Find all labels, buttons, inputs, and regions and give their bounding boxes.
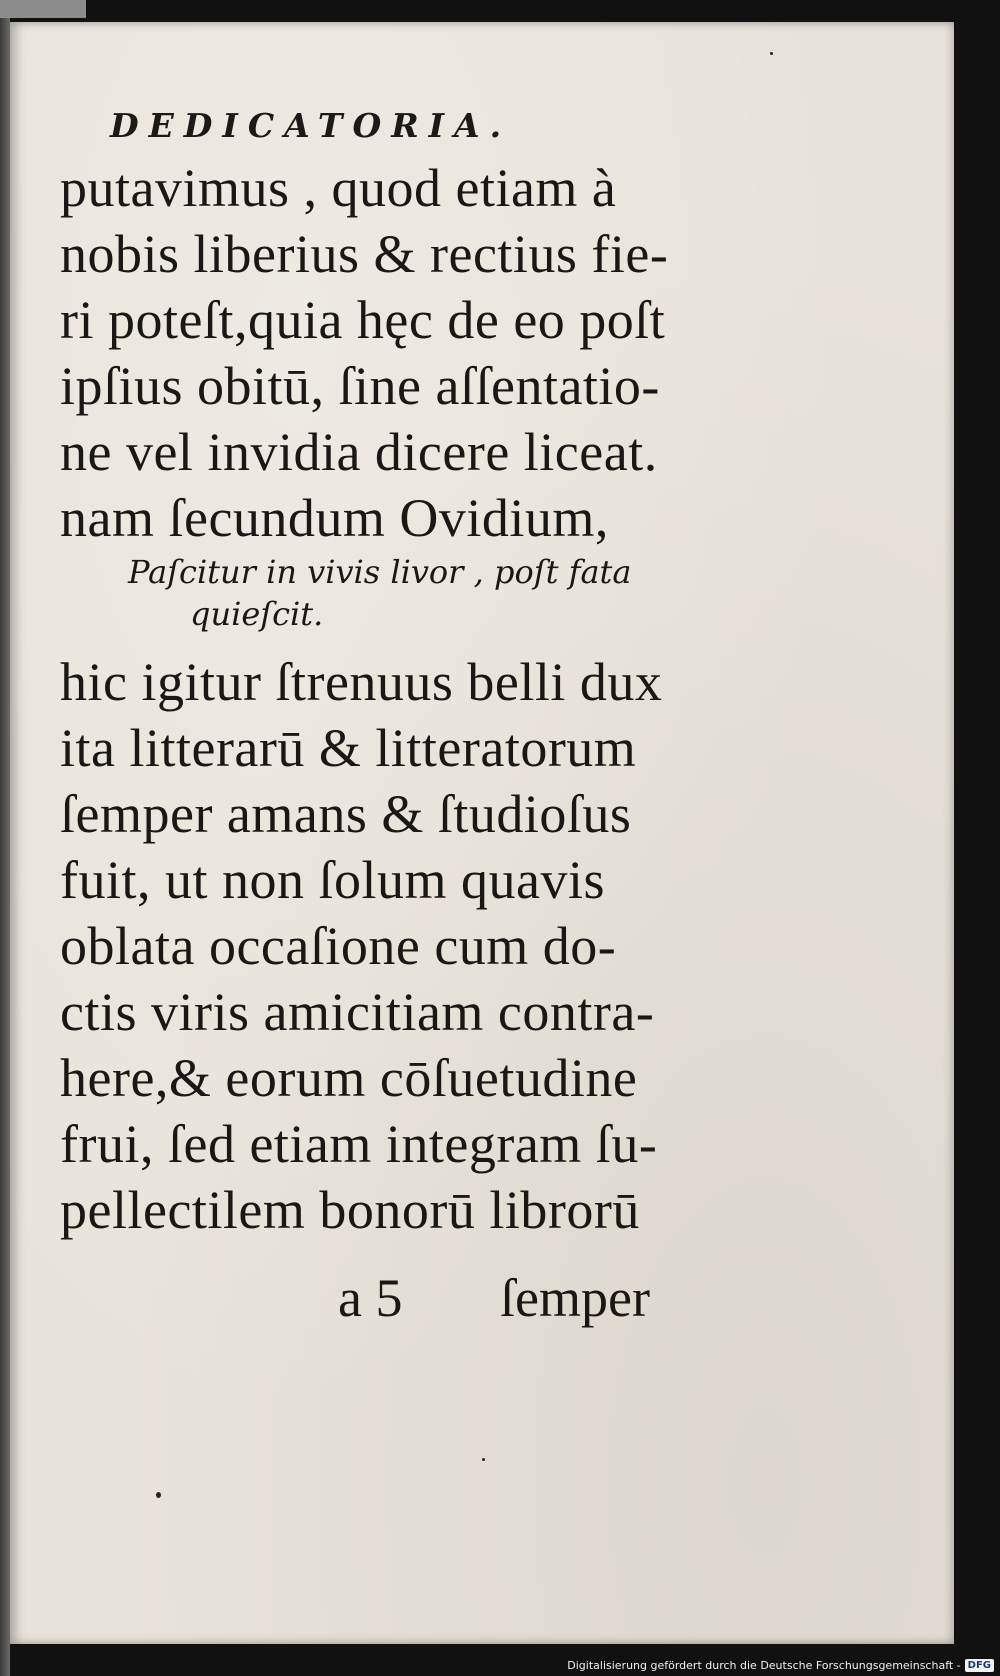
signature-mark: a 5 <box>338 1268 403 1328</box>
text-line: hic igitur ſtrenuus belli dux <box>60 652 663 712</box>
text-line: frui, ſed etiam integram ſu- <box>60 1114 658 1174</box>
digitization-credit <box>567 1659 994 1672</box>
quote-line: quieſcit. <box>190 595 324 633</box>
quote-line: Paſcitur in vivis livor , poſt fata <box>128 553 632 591</box>
text-line: ctis viris amicitiam contra- <box>60 982 655 1042</box>
text-line: fuit, ut non ſolum quavis <box>60 850 605 910</box>
text-line: here,& eorum cōſuetudine <box>60 1048 638 1108</box>
text-line: ri poteſt,quia hęc de eo poſt <box>60 290 666 350</box>
text-line: pellectilem bonorū librorū <box>60 1180 640 1240</box>
dfg-logo: DFG <box>965 1659 994 1672</box>
credit-text: Digitalisierung gefördert durch die Deutsche Forschungsgemeinschaft - <box>567 1659 961 1672</box>
catchword: ſemper <box>500 1268 650 1328</box>
text-line: ſemper amans & ſtudioſus <box>60 784 632 844</box>
text-line: putavimus , quod etiam à <box>60 158 617 218</box>
text-line: oblata occaſione cum do- <box>60 916 617 976</box>
running-head: DEDICATORIA. <box>110 106 512 145</box>
ink-speck <box>482 1458 485 1461</box>
scan-tab <box>0 0 86 18</box>
ink-speck <box>156 1492 161 1498</box>
book-spine-edge <box>0 0 10 1676</box>
ink-speck <box>770 52 773 55</box>
text-line: ita litterarū & litteratorum <box>60 718 637 778</box>
book-page <box>10 22 954 1644</box>
text-line: ipſius obitū, ſine aſſentatio- <box>60 356 660 416</box>
text-line: ne vel invidia dicere liceat. <box>60 422 658 482</box>
text-line: nam ſecundum Ovidium, <box>60 488 609 548</box>
text-line: nobis liberius & rectius fie- <box>60 224 669 284</box>
